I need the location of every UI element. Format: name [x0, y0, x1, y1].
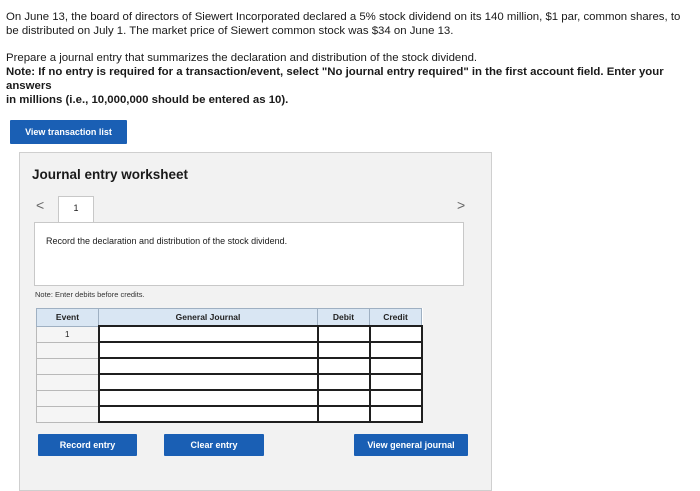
debit-field[interactable]	[318, 390, 370, 406]
instruction-text: Record the declaration and distribution of the stock dividend.	[46, 236, 288, 246]
debit-note: Note: Enter debits before credits.	[35, 290, 145, 299]
event-cell	[37, 406, 99, 422]
event-cell: 1	[37, 326, 99, 342]
account-field[interactable]	[99, 326, 318, 342]
clear-entry-button[interactable]: Clear entry	[164, 434, 264, 456]
view-transaction-list-button[interactable]: View transaction list	[10, 120, 127, 144]
header-event: Event	[37, 309, 99, 327]
credit-field[interactable]	[370, 358, 422, 374]
instruction-box	[34, 222, 464, 286]
table-row	[37, 358, 422, 374]
table-row	[37, 326, 422, 342]
event-cell	[37, 374, 99, 390]
account-field[interactable]	[99, 406, 318, 422]
debit-field[interactable]	[318, 326, 370, 342]
record-entry-button[interactable]: Record entry	[38, 434, 137, 456]
event-cell	[37, 342, 99, 358]
worksheet-title: Journal entry worksheet	[32, 167, 189, 182]
chevron-left-icon[interactable]: <	[36, 197, 45, 213]
header-debit: Debit	[318, 309, 370, 327]
credit-field[interactable]	[370, 390, 422, 406]
tab-transaction-1[interactable]: 1	[58, 196, 94, 222]
account-field[interactable]	[99, 342, 318, 358]
problem-text-line: On June 13, the board of directors of Siewert Incorporated declared a 5% stock dividend on its 140 million, $1 par, common shares, to	[6, 11, 681, 23]
journal-table	[36, 308, 423, 423]
chevron-right-icon[interactable]: >	[457, 197, 466, 213]
table-row	[37, 406, 422, 422]
header-credit: Credit	[370, 309, 422, 327]
table-row	[37, 374, 422, 390]
answer-note: in millions (i.e., 10,000,000 should be entered as 10).	[6, 94, 289, 106]
problem-text-line: be distributed on July 1. The market price of Siewert common stock was $34 on June 13.	[6, 25, 454, 37]
table-row	[37, 342, 422, 358]
account-field[interactable]	[99, 374, 318, 390]
debit-field[interactable]	[318, 406, 370, 422]
credit-field[interactable]	[370, 326, 422, 342]
account-field[interactable]	[99, 390, 318, 406]
credit-field[interactable]	[370, 406, 422, 422]
debit-field[interactable]	[318, 358, 370, 374]
debit-field[interactable]	[318, 342, 370, 358]
credit-field[interactable]	[370, 374, 422, 390]
header-general-journal: General Journal	[99, 309, 318, 327]
event-cell	[37, 358, 99, 374]
table-row	[37, 390, 422, 406]
view-general-journal-button[interactable]: View general journal	[354, 434, 468, 456]
debit-field[interactable]	[318, 374, 370, 390]
account-field[interactable]	[99, 358, 318, 374]
task-instruction: Prepare a journal entry that summarizes the declaration and distribution of the stock dividend.	[6, 52, 478, 64]
answer-note: Note: If no entry is required for a transaction/event, select "No journal entry required" in the first account field. Enter your answers	[6, 66, 664, 92]
credit-field[interactable]	[370, 342, 422, 358]
problem-statement	[6, 10, 696, 107]
event-cell	[37, 390, 99, 406]
